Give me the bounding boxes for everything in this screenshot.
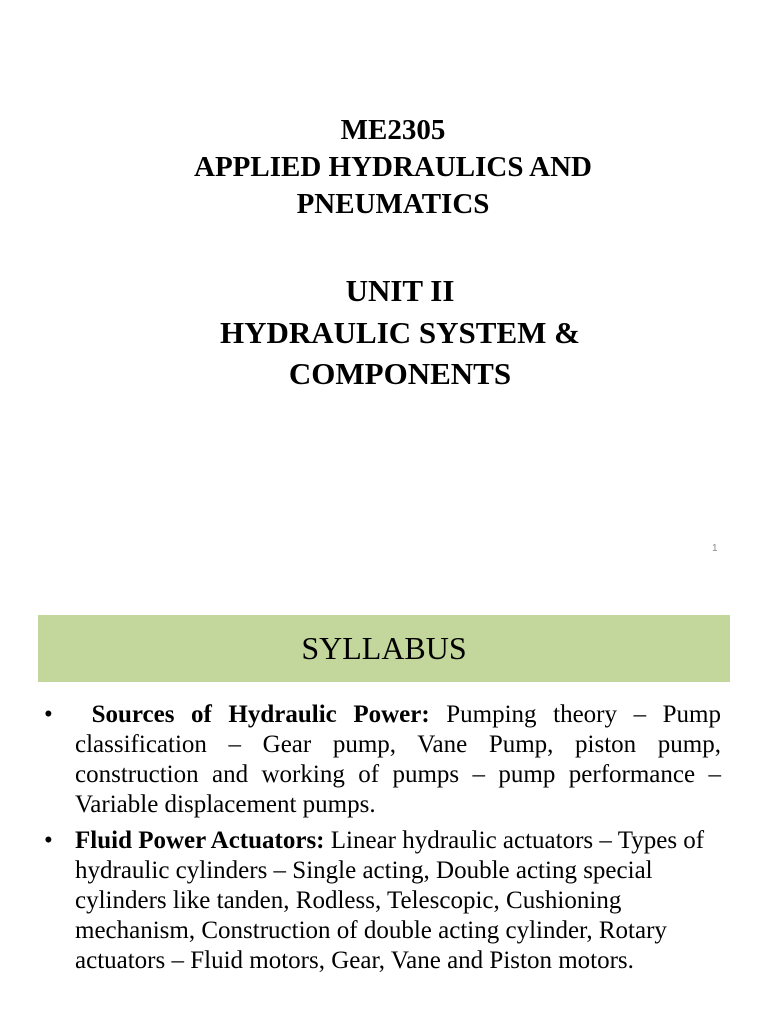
course-title-line1: APPLIED HYDRAULICS AND: [194, 151, 592, 183]
course-title-line2: PNEUMATICS: [296, 188, 490, 220]
syllabus-item-sources: [0, 700, 721, 820]
unit-title-block: [0, 270, 768, 394]
syllabus-item-title: Sources of Hydraulic Power:: [91, 701, 430, 728]
course-code: ME2305: [340, 114, 446, 146]
unit-title-line1: HYDRAULIC SYSTEM &: [220, 315, 580, 350]
bullet-icon: •: [44, 701, 53, 728]
syllabus-item-actuators: [0, 826, 721, 976]
syllabus-item-title: Fluid Power Actuators:: [75, 827, 325, 854]
course-title-block: [0, 112, 768, 223]
syllabus-item-text: Linear hydraulic actuators – Types of hydraulic cylinders – Single acting, Double acting special cylinders like tanden, Rodless, Telescopic, Cushioning mechanism, Construction of double acting cylinder, Rotary actuators – Fluid motors, Gear, Vane and Piston motors.: [75, 827, 705, 974]
syllabus-list: [0, 700, 768, 982]
unit-title-line2: COMPONENTS: [288, 356, 512, 391]
syllabus-heading: SYLLABUS: [38, 615, 730, 682]
slide-page-number: 1: [712, 543, 718, 554]
syllabus-item-text: Pumping theory – Pump classification – Gear pump, Vane Pump, piston pump, construction and working of pumps – pump performance – Variable displacement pumps.: [75, 701, 722, 818]
bullet-icon: •: [44, 827, 53, 854]
unit-label: UNIT II: [345, 273, 455, 308]
